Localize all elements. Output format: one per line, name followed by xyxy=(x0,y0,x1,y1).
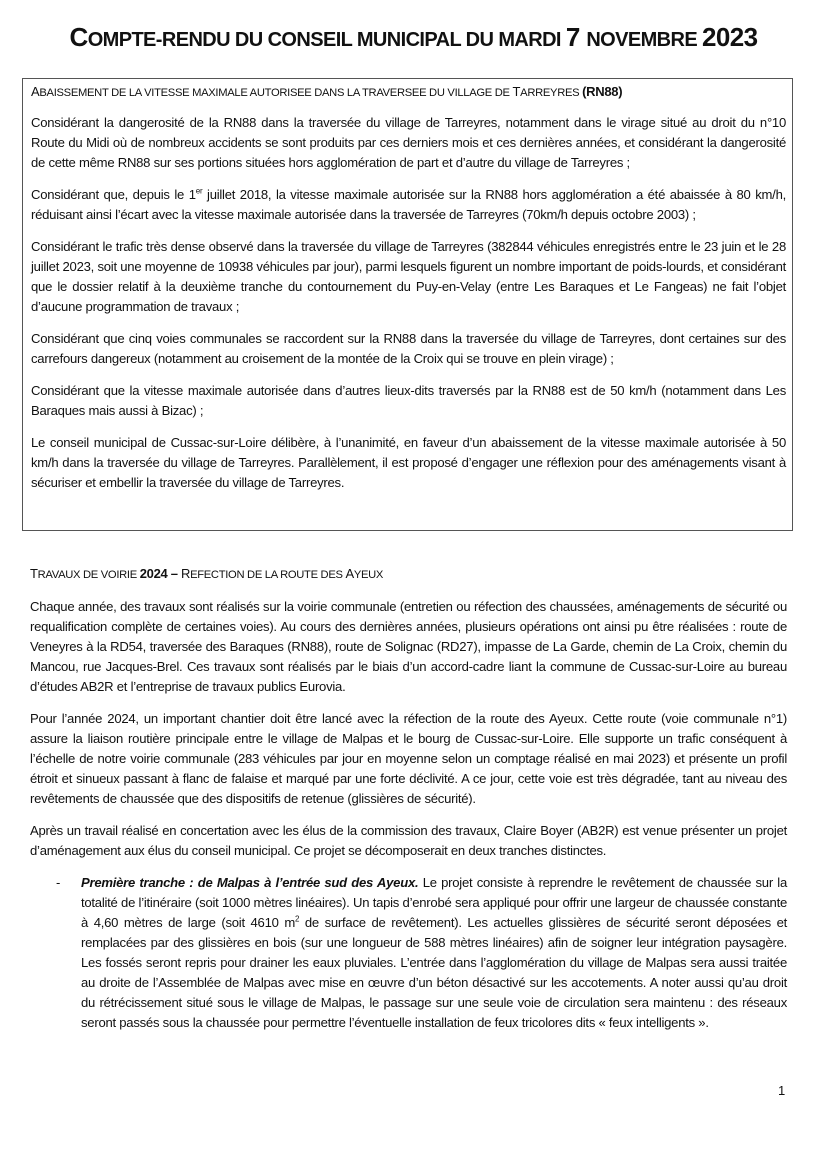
heading-initial: A xyxy=(345,566,354,581)
list-item-lead: Première tranche : de Malpas à l’entrée sud des Ayeux. xyxy=(81,875,419,890)
section-speed-limit-box xyxy=(22,78,793,531)
page-number: 1 xyxy=(778,1083,786,1098)
title-part: 2023 xyxy=(702,22,758,52)
title-part: OMPTE-RENDU DU CONSEIL MUNICIPAL DU MARDI xyxy=(87,29,566,51)
paragraph: Considérant la dangerosité de la RN88 dans la traversée du village de Tarreyres, notamment dans le virage situé au droit du n°10 Route du Midi où de nombreux accidents se sont produits par ces derniers mois et ces dernières années, et considérant la dangerosité de cette même RN88 sur ses portions situées hors agglomération de part et d’autre du village de Tarreyres ; xyxy=(31,115,786,170)
paragraph xyxy=(31,185,786,225)
heading-initial: A xyxy=(31,84,40,99)
paragraph-text: Considérant que, depuis le 1 xyxy=(31,187,196,202)
paragraph: Considérant le trafic très dense observé dans la traversée du village de Tarreyres (382844 véhicules enregistrés entre le 23 juin et le 28 juillet 2023, soit une moyenne de 10938 véhicules par jour), parmi lesquels figurent un nombre important de poids-lourds, et considérant que le dossier relatif à la deuxième tranche du contournement du Puy-en-Velay (entre Les Baraques et Le Fangeas) ne fait l’objet d’aucune programmation de travaux ; xyxy=(31,239,786,314)
heading-initial: T xyxy=(512,84,521,99)
title-part: C xyxy=(69,22,88,52)
heading-initial: R xyxy=(180,566,191,581)
paragraph-text: juillet 2018, la vitesse maximale autorisée sur la RN88 hors agglomération a été abaissée à 80 km/h, réduisant ainsi l’écart avec la vitesse maximale autorisée dans la traversée de Tarreyres (70km/h depuis octobre 2003) ; xyxy=(31,187,786,222)
page-title xyxy=(0,22,827,53)
list-item xyxy=(30,873,787,1033)
paragraph: Considérant que cinq voies communales se raccordent sur la RN88 dans la traversée du village de Tarreyres, dont certaines sur des carrefours dangereux (notamment au croisement de la montée de la Croix qui se trouve en plein virage) ; xyxy=(31,331,786,366)
paragraph-text: de surface de revêtement). Les actuelles glissières de sécurité seront déposées et remplacées par des glissières en bois (sur une longueur de 588 mètres linéaires) afin de soigner leur intégration paysagère. Les fossés seront repris pour drainer les eaux pluviales. L’entrée dans l’agglomération du village de Malpas sera aussi traitée au droite de l’Assemblée de Malpas avec mise en œuvre d’un béton désactivé sur les accotements. A noter aussi qu’au droit du rétrécissement situé sous le village de Malpas, le passage sur une seule voie de circulation sera maintenu : des réseaux seront passés sous la chaussée pour permettre l’éventuelle installation de feux tricolores dits « feux intelligents ». xyxy=(81,915,788,1030)
list-item-text xyxy=(81,873,787,1033)
paragraph: Après un travail réalisé en concertation avec les élus de la commission des travaux, Claire Boyer (AB2R) est venue présenter un projet d’aménagement aux élus du conseil municipal. Ce projet se décomposerait en deux tranches distinctes. xyxy=(30,823,787,858)
section-heading xyxy=(30,566,787,581)
heading-year: 2024 – xyxy=(139,566,181,581)
heading-text: ARREYRES xyxy=(520,87,583,99)
section-road-works xyxy=(30,566,787,1033)
paragraph-text: Le projet consiste à reprendre le revêtement de chaussée sur la totalité de l’itinéraire (soit 1000 mètres linéaires). Un tapis d’enrobé sera appliqué pour offrir une largeur de chaussée constante à 4,60 mètres de large (soit 4610 m xyxy=(81,875,787,930)
heading-initial: T xyxy=(30,566,38,581)
section-body xyxy=(31,113,786,505)
title-part: 7 xyxy=(565,22,587,52)
superscript: er xyxy=(195,186,203,196)
dash-bullet-icon: - xyxy=(56,875,61,890)
superscript: 2 xyxy=(294,914,300,924)
paragraph: Chaque année, des travaux sont réalisés sur la voirie communale (entretien ou réfection des chaussées, aménagements de sécurité ou requalification complète de certaines voies). Au cours des dernières années, plusieurs opérations ont ainsi pu être réalisées : route de Veneyres à la RD54, traversée des Baraques (RN88), route de Solignac (RD27), impasse de La Garde, chemin de La Croix, chemin du Mancou, rue Jacques-Brel. Ces travaux sont réalisés par le biais d’un accord-cadre liant la commune de Cussac-sur-Loire au bureau d’études AB2R et l’entreprise de travaux publics Eurovia. xyxy=(30,599,787,694)
paragraph: Pour l’année 2024, un important chantier doit être lancé avec la réfection de la route des Ayeux. Cette route (voie communale n°1) assure la liaison routière principale entre le village de Malpas et le bourg de Cussac-sur-Loire. Elle supporte un trafic conséquent à l’échelle de notre voirie communale (283 véhicules par jour en moyenne selon un comptage réalisé en mai 2023) et présente un profil étroit et sinueux passant à flanc de falaise et marqué par une forte déclivité. A ce jour, cette voie est très dégradée, tant au niveau des revêtements de chaussée que des dispositifs de retenue (glissières de sécurité). xyxy=(30,711,787,806)
heading-text: RAVAUX DE VOIRIE xyxy=(37,569,140,581)
paragraph: Le conseil municipal de Cussac-sur-Loire délibère, à l’unanimité, en faveur d’un abaissement de la vitesse maximale autorisée à 50 km/h dans la traversée du village de Tarreyres. Parallèlement, il est proposé d’engager une réflexion pour des aménagements visant à sécuriser et embellir la traversée du village de Tarreyres. xyxy=(31,435,786,490)
heading-text: BAISSEMENT DE LA VITESSE MAXIMALE AUTORISEE DANS LA TRAVERSEE DU VILLAGE DE xyxy=(39,87,513,99)
heading-text: EFECTION DE LA ROUTE DES xyxy=(190,569,346,581)
heading-road-code: (RN88) xyxy=(582,84,623,99)
heading-text: YEUX xyxy=(353,569,384,581)
title-part: NOVEMBRE xyxy=(586,29,703,51)
section-heading xyxy=(31,84,622,99)
paragraph: Considérant que la vitesse maximale autorisée dans d’autres lieux-dits traversés par la RN88 est de 50 km/h (notamment dans Les Baraques mais aussi à Bizac) ; xyxy=(31,383,786,418)
